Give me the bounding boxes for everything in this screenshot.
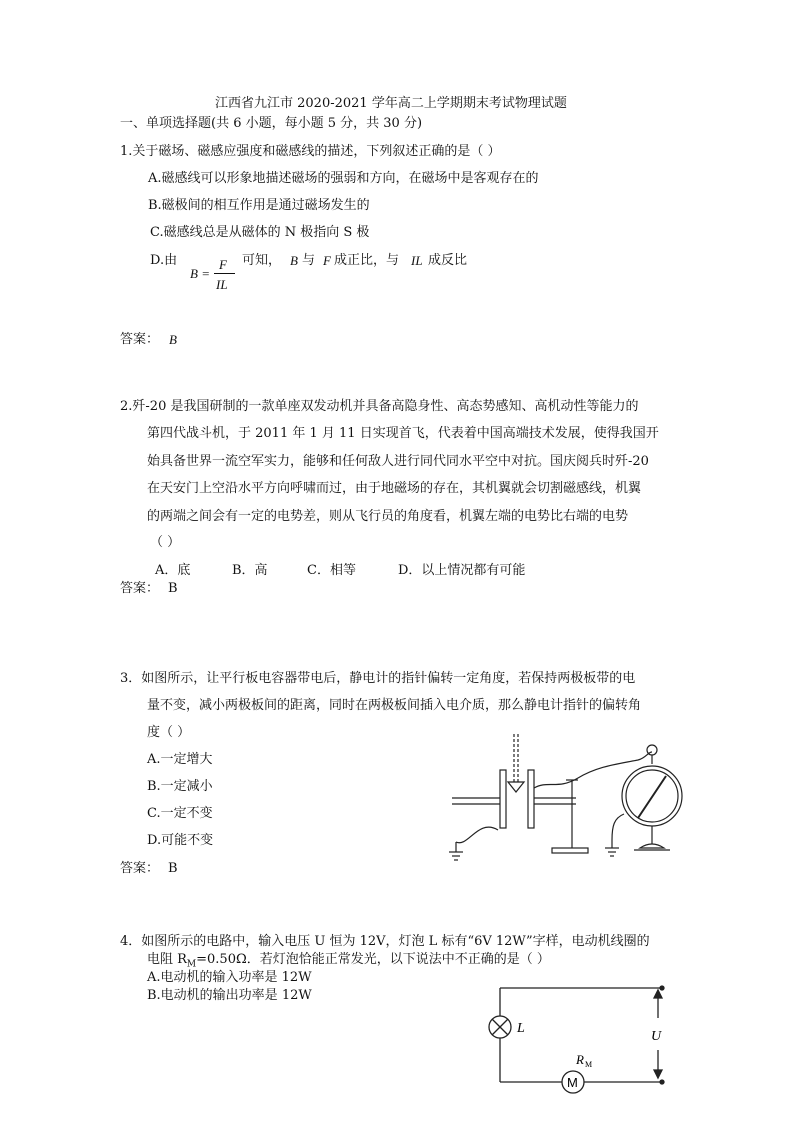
formula-denominator: IL	[216, 277, 228, 292]
option-d-tail: 可知，	[242, 253, 282, 268]
question-line: （ ）	[150, 535, 181, 550]
option-c: C.一定不变	[147, 806, 213, 821]
question-line: 始具备世界一流空军实力，能够和任何敌人进行同代同水平空中对抗。国庆阅兵时歼-20	[147, 454, 649, 469]
option-b: B.磁极间的相互作用是通过磁场发生的	[148, 198, 370, 213]
option-b: B.一定减小	[147, 779, 213, 794]
motor-label: M	[567, 1075, 578, 1090]
answer-value: B	[168, 861, 178, 876]
resistor-subscript: M	[585, 1060, 593, 1069]
lamp-label: L	[517, 1021, 525, 1036]
answer-label: 答案：	[120, 332, 160, 347]
answer-value: B	[169, 332, 177, 347]
page-title: 江西省九江市 2020-2021 学年高二上学期期末考试物理试题	[215, 96, 567, 111]
option-c: C.磁感线总是从磁体的 N 极指向 S 极	[150, 225, 370, 240]
option-c: C．相等	[307, 563, 356, 578]
option-d: D.可能不变	[147, 833, 214, 848]
option-d: D．以上情况都有可能	[398, 563, 526, 578]
answer-value: B	[168, 581, 178, 596]
capacitor-electrometer-figure	[448, 730, 698, 865]
answer-label: 答案：	[120, 861, 160, 876]
resistor-label: R	[576, 1052, 584, 1067]
subscript: M	[186, 959, 197, 970]
question-line: 量不变，减小两极板间的距离，同时在两极板间插入电介质，那么静电计指针的偏转角	[147, 698, 642, 713]
question-line: 在天安门上空沿水平方向呼啸而过，由于地磁场的存在，其机翼就会切割磁感线，机翼	[147, 481, 642, 496]
option-a: A．底	[155, 563, 191, 578]
option-d-text: 与	[302, 253, 316, 268]
option-b: B．高	[232, 563, 268, 578]
symbol-il: IL	[411, 253, 423, 268]
question-line: 3．如图所示，让平行板电容器带电后，静电计的指针偏转一定角度，若保持两极板带的电	[120, 671, 636, 686]
option-b: B.电动机的输出功率是 12W	[147, 988, 312, 1003]
question-line: 4．如图所示的电路中，输入电压 U 恒为 12V，灯泡 L 标有“6V 12W”字样，电动机线圈的	[120, 934, 650, 949]
line-start: 电阻 R	[147, 952, 187, 967]
formula-numerator: F	[219, 257, 227, 272]
option-a: A.一定增大	[147, 752, 213, 767]
question-stem: 1.关于磁场、磁感应强度和磁感线的描述，下列叙述正确的是（ ）	[120, 144, 501, 159]
question-line: 第四代战斗机，于 2011 年 1 月 11 日实现首飞，代表着中国高端技术发展，使得我国开	[147, 426, 659, 441]
question-line: 的两端之间会有一定的电势差，则从飞行员的角度看，机翼左端的电势比右端的电势	[147, 509, 629, 524]
answer-label: 答案：	[120, 581, 160, 596]
section-heading: 一、单项选择题(共 6 小题，每小题 5 分，共 30 分)	[120, 116, 423, 131]
option-d-text: 成正比，与	[334, 253, 400, 268]
question-line: 度（ ）	[147, 725, 191, 740]
circuit-figure	[492, 984, 674, 1088]
option-a: A.磁感线可以形象地描述磁场的强弱和方向，在磁场中是客观存在的	[148, 171, 539, 186]
voltage-label: U	[651, 1029, 662, 1044]
symbol-f: F	[323, 253, 331, 268]
line-tail: =0.50Ω．若灯泡恰能正常发光，以下说法中不正确的是（ ）	[196, 952, 550, 967]
question-line: 2.歼-20 是我国研制的一款单座双发动机并具备高隐身性、高态势感知、高机动性等能力的	[120, 399, 639, 414]
option-a: A.电动机的输入功率是 12W	[147, 970, 312, 985]
fraction-bar	[214, 273, 235, 274]
option-d: D.由	[150, 253, 178, 268]
symbol-b: B	[290, 253, 298, 268]
formula-lhs: B =	[190, 266, 210, 281]
option-d-text: 成反比	[428, 253, 468, 268]
